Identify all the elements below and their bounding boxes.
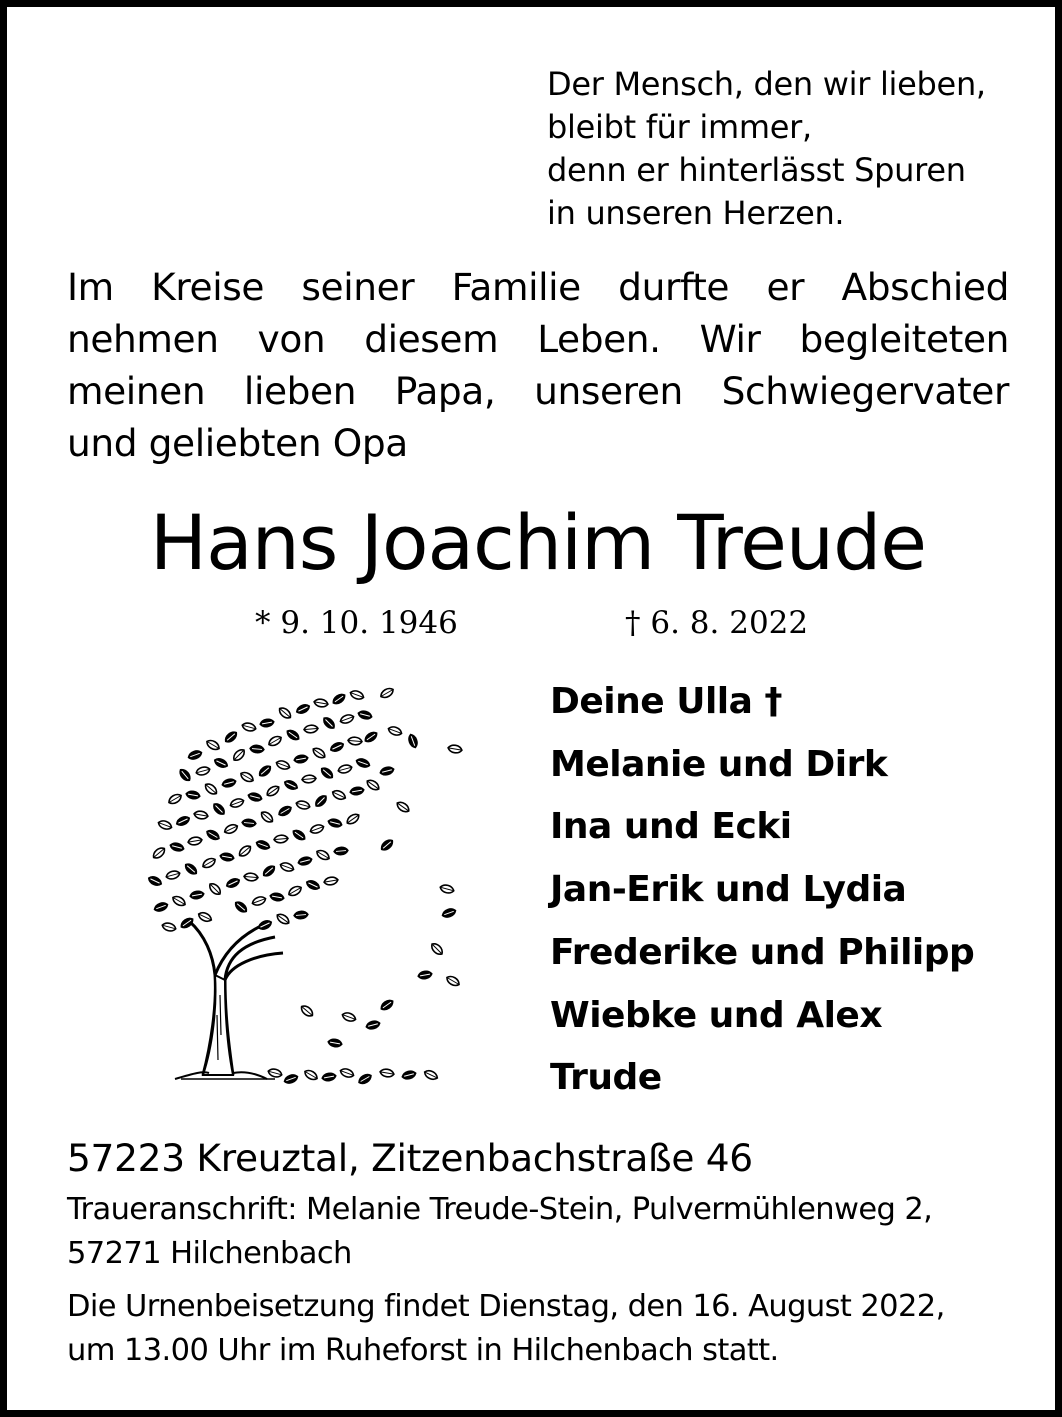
intro-line: Im Kreise seiner Familie durfte er Abschied [67, 265, 1009, 309]
family-address: 57223 Kreuztal, Zitzenbachstraße 46 [67, 1136, 753, 1180]
motto-verse [547, 63, 1027, 235]
tree-with-falling-leaves-icon [125, 675, 470, 1095]
birth-date: * 9. 10. 1946 [255, 605, 458, 641]
mourner-name: Frederike und Philipp [550, 931, 975, 973]
death-date: † 6. 8. 2022 [625, 605, 809, 641]
burial-notice-line: um 13.00 Uhr im Ruheforst in Hilchenbach statt. [67, 1333, 779, 1368]
mourner-name: Melanie und Dirk [550, 743, 888, 785]
burial-notice-line: Die Urnenbeisetzung findet Dienstag, den 16. August 2022, [67, 1289, 945, 1324]
mourner-name: Jan-Erik und Lydia [550, 869, 907, 911]
intro-paragraph [67, 261, 1009, 469]
mourning-address [67, 1188, 1017, 1276]
mourning-address-line: 57271 Hilchenbach [67, 1236, 352, 1271]
motto-line: Der Mensch, den wir lieben, [547, 65, 986, 103]
mourning-address-line: Traueranschrift: Melanie Treude-Stein, Pulvermühlenweg 2, [67, 1192, 933, 1227]
mourner-name: Trude [550, 1057, 662, 1099]
intro-line: meinen lieben Papa, unseren Schwiegervater [67, 369, 1009, 413]
motto-line: in unseren Herzen. [547, 194, 845, 232]
intro-line: und geliebten Opa [67, 421, 408, 465]
motto-line: denn er hinterlässt Spuren [547, 151, 966, 189]
mourner-name: Ina und Ecki [550, 806, 792, 848]
motto-line: bleibt für immer, [547, 108, 812, 146]
intro-line: nehmen von diesem Leben. Wir begleiteten [67, 317, 1009, 361]
mourner-name: Deine Ulla † [550, 681, 782, 722]
mourners-list [550, 671, 1020, 1110]
mourner-name: Wiebke und Alex [550, 994, 883, 1036]
deceased-name: Hans Joachim Treude [149, 498, 927, 587]
burial-notice [67, 1285, 1017, 1373]
